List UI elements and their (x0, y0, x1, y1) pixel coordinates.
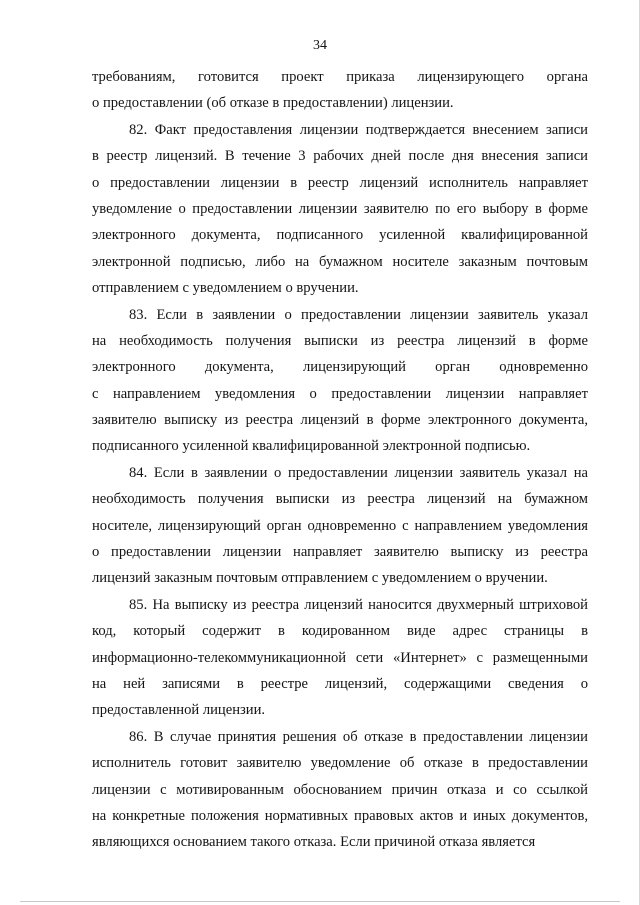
text-line: 86. В случае принятия решения об отказе в предоставлении лицензии (129, 728, 588, 745)
text-line: 84. Если в заявлении о предоставлении лицензии заявитель указал на (129, 464, 588, 481)
text-line: электронного документа, лицензирующий орган одновременно (92, 359, 588, 376)
text-line: электронной подписью, либо на бумажном носителе заказным почтовым (92, 253, 588, 270)
text-line: о предоставлении лицензии направляет заявителю выписку из реестра (92, 544, 588, 561)
paragraph-p82 (92, 117, 588, 302)
text-line: уведомление о предоставлении лицензии заявителю по его выбору в форме (92, 200, 588, 217)
text-line: электронного документа, подписанного усиленной квалифицированной (92, 227, 588, 244)
text-line: заявителю выписку из реестра лицензий в форме электронного документа, (92, 412, 588, 429)
text-line: информационно-телекоммуникационной сети «Интернет» с размещенными (92, 649, 588, 666)
text-line: на конкретные положения нормативных правовых актов и иных документов, (92, 807, 588, 824)
text-line: в реестр лицензий. В течение 3 рабочих дней после дня внесения записи (92, 148, 588, 165)
paragraph-p86 (92, 724, 588, 856)
paragraph-p83 (92, 302, 588, 460)
text-line: о предоставлении (об отказе в предоставлении) лицензии. (92, 95, 454, 112)
text-line: требованиям, готовится проект приказа лицензирующего органа (92, 69, 588, 85)
text-line: необходимость получения выписки из реестра лицензий на бумажном (92, 491, 588, 508)
text-line: исполнитель готовит заявителю уведомление об отказе в предоставлении (92, 755, 588, 772)
text-line: лицензий заказным почтовым отправлением с уведомлением о вручении. (92, 570, 548, 587)
paragraph-p84 (92, 460, 588, 592)
text-line: 83. Если в заявлении о предоставлении лицензии заявитель указал (129, 306, 588, 323)
text-line: на необходимость получения выписки из реестра лицензий в форме (92, 332, 588, 349)
text-line: о предоставлении лицензии в реестр лицензий исполнитель направляет (92, 174, 588, 191)
text-line: носителе, лицензирующий орган одновременно с направлением уведомления (92, 517, 588, 534)
document-body (92, 64, 588, 856)
text-line: с направлением уведомления о предоставлении лицензии направляет (92, 385, 588, 402)
page-number: 34 (313, 38, 327, 53)
text-line: на ней записями в реестре лицензий, содержащими сведения о (92, 675, 588, 692)
text-line: лицензии с мотивированным обоснованием причин отказа и со ссылкой (92, 781, 588, 798)
text-line: код, который содержит в кодированном виде адрес страницы в (92, 623, 588, 640)
scan-bottom-edge (20, 901, 620, 902)
paragraph-p85 (92, 592, 588, 724)
paragraph-p0 (92, 64, 588, 117)
text-line: 82. Факт предоставления лицензии подтверждается внесением записи (129, 121, 588, 138)
text-line: являющихся основанием такого отказа. Если причиной отказа является (92, 834, 536, 851)
text-line: отправлением с уведомлением о вручении. (92, 280, 359, 297)
text-line: подписанного усиленной квалифицированной электронной подписью. (92, 438, 531, 455)
text-line: предоставленной лицензии. (92, 702, 266, 719)
text-line: 85. На выписку из реестра лицензий наносится двухмерный штриховой (129, 596, 588, 613)
